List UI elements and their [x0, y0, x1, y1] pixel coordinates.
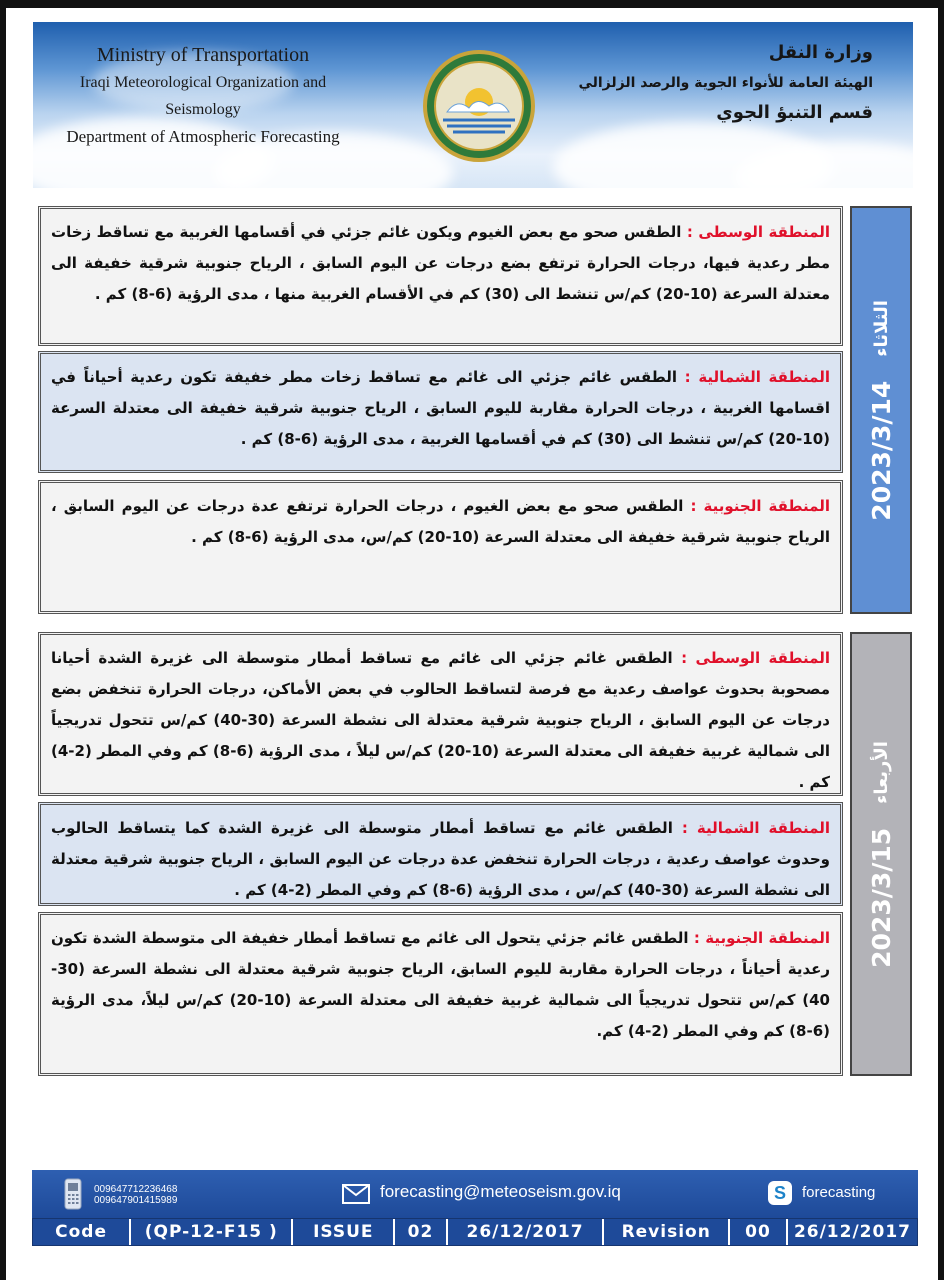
- region-central-day-1: [38, 206, 843, 346]
- revision-label: Revision: [604, 1219, 730, 1245]
- phone-icon: [62, 1178, 84, 1210]
- region-north-day-1: [38, 351, 843, 473]
- forecast-date: 2023/3/14: [866, 380, 896, 521]
- mail-icon: [342, 1184, 370, 1204]
- organization-name-ar: الهيئة العامة للأنواء الجوية والرصد الزلزالي: [578, 75, 873, 91]
- phone-numbers: [94, 1184, 177, 1206]
- region-label: المنطقة الجنوبية :: [690, 497, 830, 515]
- ministry-name-ar: وزارة النقل: [768, 42, 873, 63]
- department-name-en: Department of Atmospheric Forecasting: [66, 127, 340, 146]
- contact-email[interactable]: forecasting@meteoseism.gov.iq: [380, 1182, 621, 1201]
- region-label: المنطقة الوسطى :: [686, 223, 830, 241]
- forecast-day-1: [38, 206, 914, 614]
- revision-date: 26/12/2017: [793, 1222, 911, 1242]
- day-strip-1: [850, 206, 912, 614]
- region-central-day-2: [38, 632, 843, 796]
- revision-value: 00: [730, 1219, 788, 1245]
- issue-value: 02: [395, 1219, 447, 1245]
- forecast-date: 2023/3/15: [866, 827, 896, 968]
- region-forecast-text: الطقس غائم جزئي الى غائم مع تساقط أمطار متوسطة الى غزيرة الشدة أحيانا مصحوبة بحدوث عواصف رعدية مع فرصة لتساقط الحالوب في بعض الأماكن، درجات الحرارة تنخفض بضع درجات عن اليوم السابق ، الرياح جنوبية شرقية معتدلة الى نشطة السرعة (30-40) كم/س تتحول تدريجياً الى شمالية غربية خفيفة الى معتدلة السرعة (10-20) كم/س ليلاً ، مدى الرؤية (6-8) كم وفي المطر (2-4) كم .: [51, 649, 831, 791]
- skype-handle: forecasting: [802, 1184, 876, 1201]
- header-arabic: [573, 38, 873, 128]
- organization-logo: [423, 50, 535, 162]
- issue-label: ISSUE: [293, 1219, 395, 1245]
- header-english: [43, 42, 363, 150]
- region-forecast-text: الطقس غائم مع تساقط أمطار متوسطة الى غزيرة الشدة كما يتساقط الحالوب وحدوث عواصف رعدية ، درجات الحرارة تنخفض عدة درجات عن اليوم السابق ، الرياح جنوبية شرقية معتدلة الى نشطة السرعة (30-40) كم/س ، مدى الرؤية (6-8) كم وفي المطر (2-4) كم .: [51, 819, 830, 899]
- region-forecast-text: الطقس صحو مع بعض الغيوم ، درجات الحرارة ترتفع عدة درجات عن اليوم السابق ، الرياح جنوبية شرقية خفيفة الى معتدلة السرعة (10-20) كم/س، مدى الرؤية (6-8) كم .: [51, 497, 830, 546]
- skype-icon: S: [768, 1181, 792, 1205]
- region-label: المنطقة الشمالية :: [684, 368, 831, 386]
- forecast-day-name: الأربعاء: [870, 740, 892, 804]
- region-label: المنطقة الشمالية :: [681, 819, 830, 837]
- phone-number: 009647901415989: [94, 1195, 178, 1206]
- ministry-name-en: Ministry of Transportation: [96, 44, 310, 66]
- forecast-day-2: [38, 632, 914, 1076]
- region-north-day-2: [38, 802, 843, 906]
- contact-footer: [32, 1170, 918, 1218]
- organization-name-en: Iraqi Meteorological Organization and Seismology: [79, 74, 327, 118]
- forecast-day-name: الثلاثاء: [870, 299, 892, 357]
- region-label: المنطقة الوسطى :: [681, 649, 830, 667]
- issue-date: 26/12/2017: [448, 1219, 605, 1245]
- department-name-ar: قسم التنبؤ الجوي: [716, 102, 873, 123]
- region-south-day-2: [38, 912, 843, 1076]
- code-value: (QP-12-F15 ): [131, 1219, 293, 1245]
- document-code-bar: [32, 1218, 918, 1246]
- region-forecast-text: الطقس صحو مع بعض الغيوم ويكون غائم جزئي في أقسامها الغربية مع تساقط زخات مطر رعدية فيها، درجات الحرارة ترتفع بضع درجات عن اليوم السابق ، الرياح جنوبية شرقية خفيفة الى معتدلة السرعة (10-20) كم/س تنشط الى (30) كم في الأقسام الغربية منها ، مدى الرؤية (6-8) كم .: [51, 223, 830, 303]
- region-forecast-text: الطقس غائم جزئي الى غائم مع تساقط زخات مطر خفيفة تكون رعدية أحياناً في اقسامها الغربية ، درجات الحرارة مقاربة لليوم السابق ، الرياح جنوبية شرقية خفيفة الى معتدلة السرعة (10-20) كم/س تنشط الى (30) كم في أقسامها الغربية ، مدى الرؤية (6-8) كم .: [51, 368, 830, 448]
- day-strip-2: [850, 632, 912, 1076]
- code-label: Code: [33, 1219, 131, 1245]
- header-banner: [33, 22, 913, 188]
- region-forecast-text: الطقس غائم جزئي يتحول الى غائم مع تساقط أمطار خفيفة الى متوسطة الشدة تكون رعدية أحياناً ، درجات الحرارة مقاربة لليوم السابق، الرياح جنوبية شرقية معتدلة الى نشطة السرعة (30-40) كم/س تتحول تدريجياً الى شمالية غربية خفيفة الى معتدلة السرعة (10-20) كم/س ليلاً، مدى الرؤية (6-8) كم وفي المطر (2-4) كم.: [51, 929, 830, 1040]
- region-label: المنطقة الجنوبية :: [693, 929, 830, 947]
- phone-number: 009647712236468: [94, 1184, 178, 1195]
- region-south-day-1: [38, 480, 843, 614]
